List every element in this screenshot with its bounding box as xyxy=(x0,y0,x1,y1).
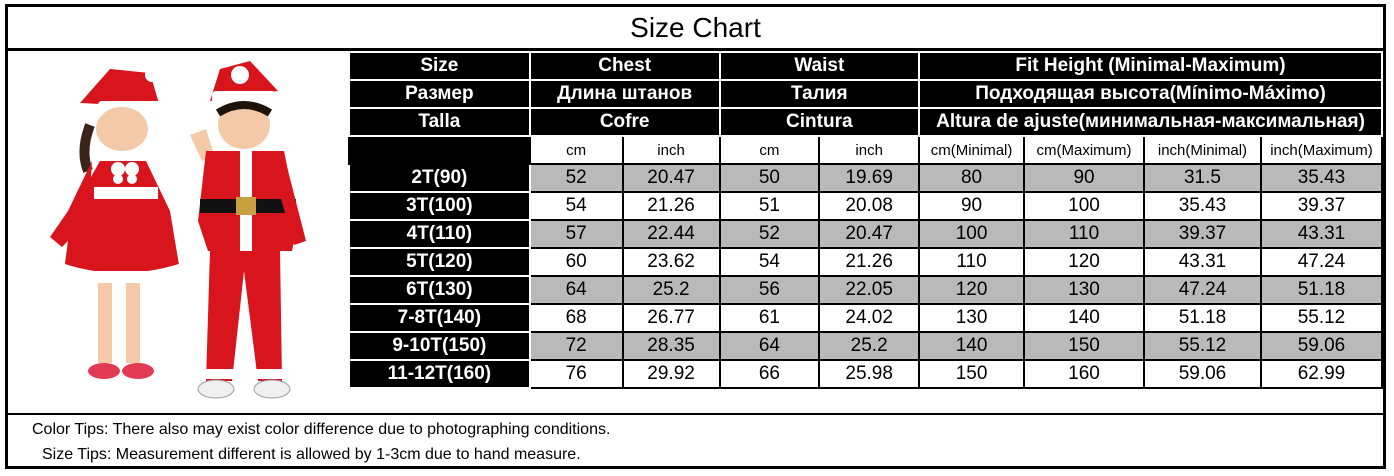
measurement-cell: 110 xyxy=(919,248,1024,276)
header-row xyxy=(349,80,1382,108)
measurement-cell: 47.24 xyxy=(1261,248,1382,276)
measurement-cell: 21.26 xyxy=(819,248,919,276)
size-label: 7-8T(140) xyxy=(349,304,530,332)
measurement-cell: 51 xyxy=(720,192,820,220)
measurement-cell: 130 xyxy=(919,304,1024,332)
measurement-cell: 55.12 xyxy=(1261,304,1382,332)
measurement-cell: 76 xyxy=(530,360,623,388)
measurement-cell: 43.31 xyxy=(1144,248,1261,276)
measurement-cell: 72 xyxy=(530,332,623,360)
measurement-cell: 110 xyxy=(1024,220,1144,248)
header-row xyxy=(349,52,1382,80)
measurement-cell: 19.69 xyxy=(819,164,919,192)
header-fit-height: Подходящая высота(Mínimo-Máximo) xyxy=(919,80,1382,108)
size-label: 4T(110) xyxy=(349,220,530,248)
header-chest: Длина штанов xyxy=(530,80,720,108)
unit-label: inch(Maximum) xyxy=(1261,136,1382,164)
boy-figure xyxy=(190,61,306,398)
measurement-cell: 55.12 xyxy=(1144,332,1261,360)
measurement-cell: 35.43 xyxy=(1261,164,1382,192)
measurement-cell: 54 xyxy=(720,248,820,276)
size-label: 9-10T(150) xyxy=(349,332,530,360)
girl-figure xyxy=(50,68,184,379)
measurement-cell: 64 xyxy=(530,276,623,304)
measurement-cell: 54 xyxy=(530,192,623,220)
header-fit-height: Fit Height (Minimal-Maximum) xyxy=(919,52,1382,80)
measurement-cell: 59.06 xyxy=(1261,332,1382,360)
header-size: Talla xyxy=(349,108,530,136)
unit-label: cm(Minimal) xyxy=(919,136,1024,164)
unit-label: cm xyxy=(530,136,623,164)
table-row xyxy=(349,220,1382,248)
measurement-cell: 23.62 xyxy=(623,248,720,276)
measurement-cell: 150 xyxy=(919,360,1024,388)
measurement-cell: 90 xyxy=(919,192,1024,220)
measurement-cell: 120 xyxy=(1024,248,1144,276)
table-row xyxy=(349,164,1382,192)
table-row xyxy=(349,304,1382,332)
measurement-cell: 26.77 xyxy=(623,304,720,332)
table-row xyxy=(349,332,1382,360)
measurement-cell: 100 xyxy=(1024,192,1144,220)
measurement-cell: 150 xyxy=(1024,332,1144,360)
measurement-cell: 140 xyxy=(919,332,1024,360)
measurement-cell: 25.98 xyxy=(819,360,919,388)
header-waist: Cintura xyxy=(720,108,920,136)
measurement-cell: 47.24 xyxy=(1144,276,1261,304)
measurement-cell: 20.47 xyxy=(819,220,919,248)
measurement-cell: 57 xyxy=(530,220,623,248)
unit-row xyxy=(349,136,1382,164)
measurement-cell: 56 xyxy=(720,276,820,304)
measurement-cell: 35.43 xyxy=(1144,192,1261,220)
unit-label: inch(Minimal) xyxy=(1144,136,1261,164)
size-label: 11-12T(160) xyxy=(349,360,530,388)
tips-section xyxy=(8,413,1383,466)
measurement-cell: 52 xyxy=(530,164,623,192)
measurement-cell: 51.18 xyxy=(1144,304,1261,332)
measurement-cell: 51.18 xyxy=(1261,276,1382,304)
measurement-cell: 29.92 xyxy=(623,360,720,388)
header-fit-height: Altura de ajuste(минимальная-максимальная) xyxy=(919,108,1382,136)
chart-title: Size Chart xyxy=(8,7,1383,51)
header-waist: Талия xyxy=(720,80,920,108)
measurement-cell: 43.31 xyxy=(1261,220,1382,248)
table-row xyxy=(349,248,1382,276)
header-chest: Chest xyxy=(530,52,720,80)
size-label: 5T(120) xyxy=(349,248,530,276)
measurement-cell: 52 xyxy=(720,220,820,248)
measurement-cell: 100 xyxy=(919,220,1024,248)
size-label: 6T(130) xyxy=(349,276,530,304)
measurement-cell: 25.2 xyxy=(819,332,919,360)
size-table xyxy=(348,51,1383,389)
unit-label: inch xyxy=(819,136,919,164)
measurement-cell: 39.37 xyxy=(1261,192,1382,220)
measurement-cell: 50 xyxy=(720,164,820,192)
color-tip: Color Tips: There also may exist color difference due to photographing conditions. xyxy=(32,421,611,438)
size-label: 2T(90) xyxy=(349,164,530,192)
measurement-cell: 25.2 xyxy=(623,276,720,304)
measurement-cell: 20.08 xyxy=(819,192,919,220)
measurement-cell: 140 xyxy=(1024,304,1144,332)
measurement-cell: 20.47 xyxy=(623,164,720,192)
measurement-cell: 68 xyxy=(530,304,623,332)
header-size: Size xyxy=(349,52,530,80)
measurement-cell: 66 xyxy=(720,360,820,388)
size-label: 3T(100) xyxy=(349,192,530,220)
measurement-cell: 21.26 xyxy=(623,192,720,220)
costume-illustration xyxy=(10,51,348,413)
product-photo xyxy=(10,51,348,413)
header-row xyxy=(349,108,1382,136)
size-chart-frame xyxy=(5,4,1386,469)
measurement-cell: 31.5 xyxy=(1144,164,1261,192)
measurement-cell: 64 xyxy=(720,332,820,360)
size-tip: Size Tips: Measurement different is allowed by 1-3cm due to hand measure. xyxy=(42,446,581,463)
measurement-cell: 80 xyxy=(919,164,1024,192)
unit-label: inch xyxy=(623,136,720,164)
measurement-cell: 130 xyxy=(1024,276,1144,304)
table-row xyxy=(349,192,1382,220)
header-waist: Waist xyxy=(720,52,920,80)
measurement-cell: 24.02 xyxy=(819,304,919,332)
measurement-cell: 60 xyxy=(530,248,623,276)
header-size: Размер xyxy=(349,80,530,108)
measurement-cell: 90 xyxy=(1024,164,1144,192)
measurement-cell: 160 xyxy=(1024,360,1144,388)
table-row xyxy=(349,276,1382,304)
measurement-cell: 120 xyxy=(919,276,1024,304)
measurement-cell: 22.05 xyxy=(819,276,919,304)
measurement-cell: 39.37 xyxy=(1144,220,1261,248)
unit-label: cm xyxy=(720,136,820,164)
measurement-cell: 28.35 xyxy=(623,332,720,360)
unit-label: cm(Maximum) xyxy=(1024,136,1144,164)
table-row xyxy=(349,360,1382,388)
measurement-cell: 61 xyxy=(720,304,820,332)
measurement-cell: 59.06 xyxy=(1144,360,1261,388)
unit-blank xyxy=(349,136,530,164)
measurement-cell: 62.99 xyxy=(1261,360,1382,388)
measurement-cell: 22.44 xyxy=(623,220,720,248)
header-chest: Cofre xyxy=(530,108,720,136)
